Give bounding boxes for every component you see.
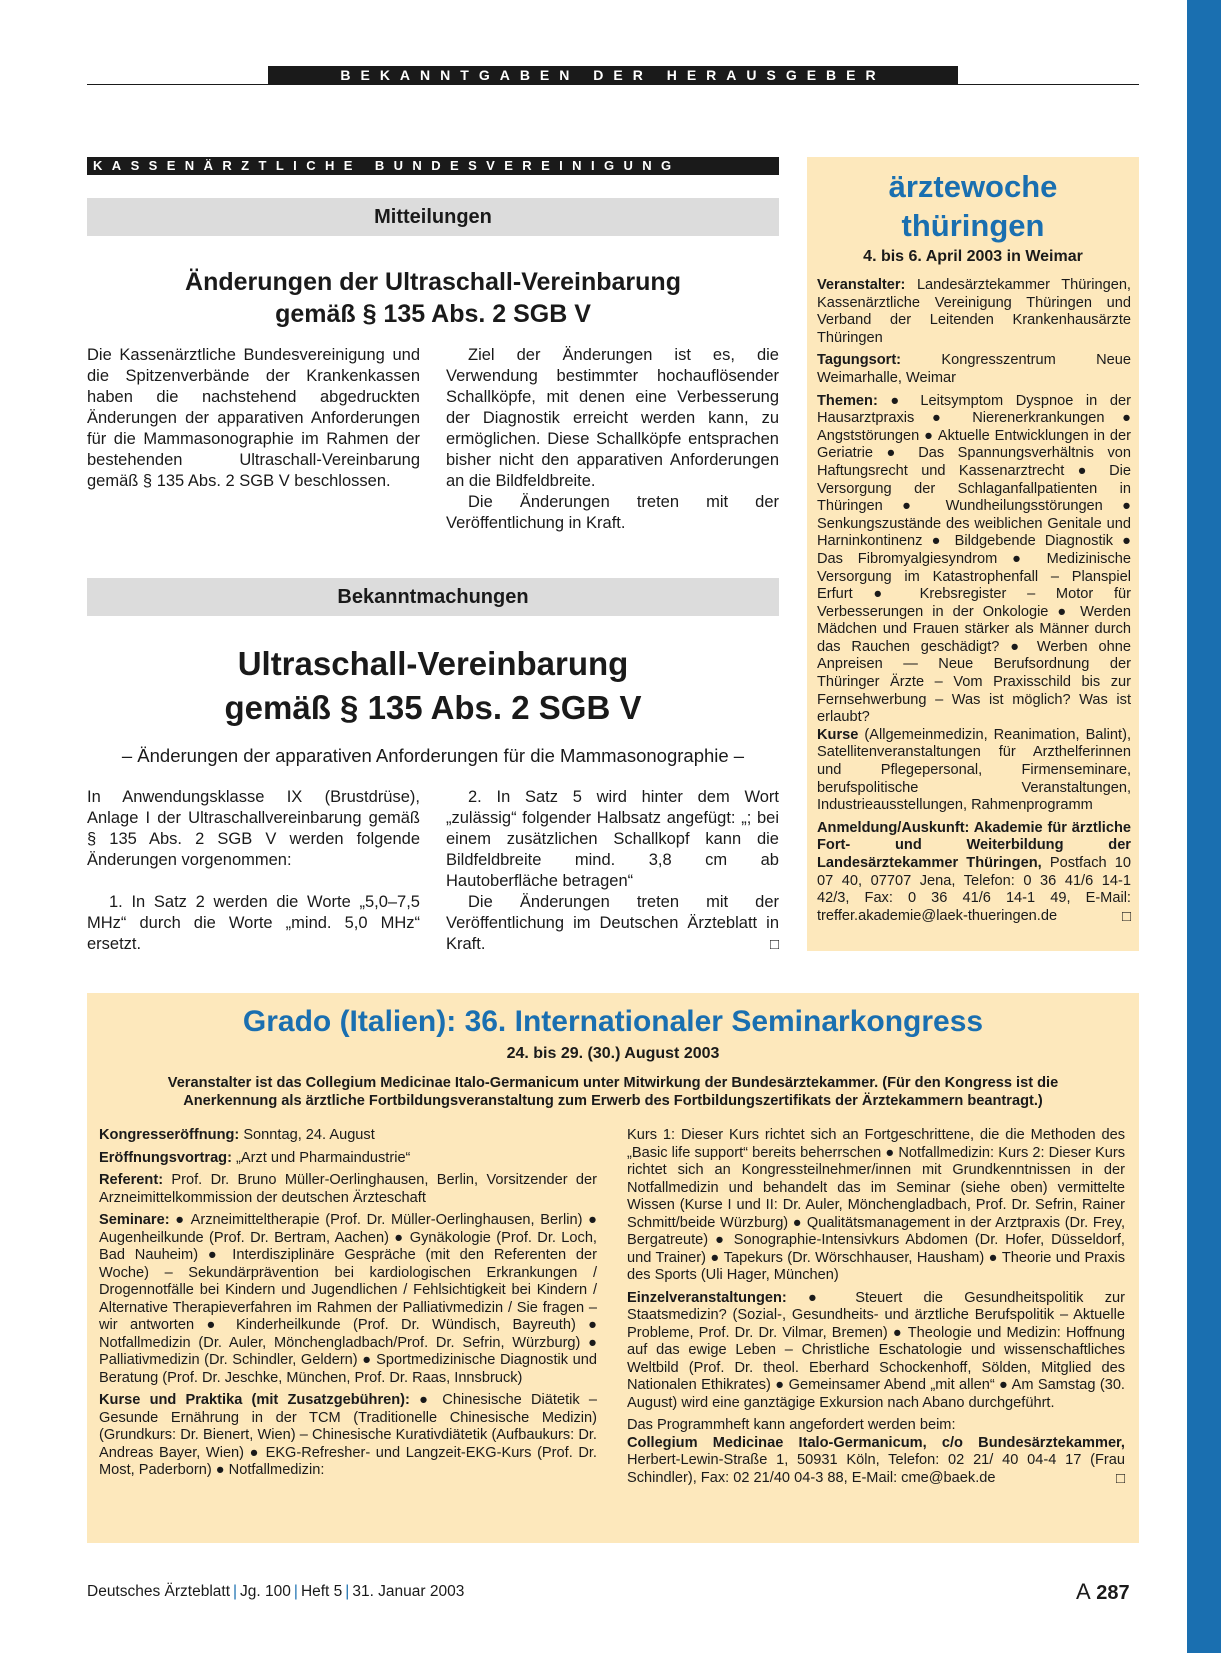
aerztewoche-title-line2: thüringen: [901, 208, 1045, 243]
eroeffnung-value: Sonntag, 24. August: [243, 1127, 375, 1143]
themen-label: Themen:: [817, 392, 878, 409]
vortrag-label: Eröffnungsvortrag:: [99, 1149, 232, 1166]
aerztewoche-veranstalter: [817, 277, 1131, 347]
aerztewoche-title-line1: ärztewoche: [888, 169, 1058, 204]
referent-value: Prof. Dr. Bruno Müller-Oerlinghausen, Berlin, Vorsitzender der Arzneimittelkommission der deutschen Ärzteschaft: [99, 1172, 597, 1206]
header-rule: [87, 84, 1139, 85]
bekanntmachungen-title-line1: Ultraschall-Vereinbarung: [237, 645, 629, 682]
footer-separator: |: [233, 1583, 238, 1600]
grado-referent: [99, 1172, 597, 1207]
bekanntmachungen-col1-p2: 1. In Satz 2 werden die Worte „5,0–7,5 MHz“ durch die Worte „mind. 5,0 MHz“ ersetzt.: [87, 893, 420, 953]
bekanntmachungen-title-line2: gemäß § 135 Abs. 2 SGB V: [224, 689, 642, 726]
footer-journal: Deutsches Ärzteblatt: [87, 1583, 231, 1600]
grado-kurse-cont: Kurs 1: Dieser Kurs richtet sich an Fortgeschrittene, die die Methoden des „Basic life support“ bereits beherrschen ● Notfallmedizin: Kurs 2: Dieser Kurs richtet sich an Kongressteilnehmer/innen mit Grundkenntnissen in der Notfallmedizin und behandelt das im Seminar (siehe oben) vermittelte Wissen (Kurse I und II: Dr. Auler, Mönchengladbach, Prof. Dr. Sefrin, Rainer Schmitt/beide Würzburg) ● Qualitätsmanagement in der Arztpraxis (Dr. Frey, Bergatreute) ● Sonographie-Intensivkurs Abdomen (Dr. Hofer, Düsseldorf, und Trainer) ● Tapekurs (Dr. Wörschhauser, Hausham) ● Theorie und Praxis des Sports (Uli Hager, München): [627, 1127, 1125, 1283]
kbv-header: KASSENÄRZTLICHE BUNDESVEREINIGUNG: [87, 157, 779, 175]
seminare-label: Seminare:: [99, 1212, 170, 1228]
kontakt-value: Herbert-Lewin-Straße 1, 50931 Köln, Telefon: 02 21/ 40 04-4 17 (Frau Schindler), Fax: 02 21/40 04-3 88, E-Mail: cme@baek.de: [627, 1452, 1125, 1486]
mitteilungen-col2-p2: Die Änderungen treten mit der Veröffentlichung in Kraft.: [446, 493, 779, 532]
kontakt-label: Collegium Medicinae Italo-Germanicum, c/o Bundesärztekammer,: [627, 1434, 1125, 1451]
aerztewoche-text: [817, 277, 1131, 930]
anmeldung-value: Postfach 10 07 40, 07707 Jena, Telefon: 0 36 41/6 14-1 42/3, Fax: 0 36 41/6 14-1 49, E-Mail: treffer.akademie@laek-thueringen.de: [817, 855, 1132, 924]
aerztewoche-tagungsort: [817, 352, 1131, 387]
grado-kontakt: [627, 1435, 1125, 1488]
tagungsort-value: Kongresszentrum Neue Weimarhalle, Weimar: [817, 352, 1131, 386]
mitteilungen-title: [87, 266, 779, 330]
page-number-value: 287: [1096, 1582, 1130, 1604]
footer-separator: |: [293, 1583, 298, 1600]
end-mark: □: [1121, 907, 1131, 925]
veranstalter-value: Landesärztekammer Thüringen, Kassenärztliche Vereinigung Thüringen und Verband der Leitenden Krankenhausärzte Thüringen: [817, 277, 1131, 346]
eroeffnung-label: Kongresseröffnung:: [99, 1127, 240, 1143]
einzel-value: ● Steuert die Gesundheitspolitik zur Staatsmedizin? (Sozial-, Gesundheits- und ärztliche Berufspolitik – Aktuelle Probleme, Prof. Dr. Dr. Vilmar, Bremen) ● Theologie und Medizin: Hoffnung auf das ewige Leben – Christliche Eschatologie und wissenschaftliches Weltbild (Prof. Dr. theol. Eberhard Schockenhoff, Sölden, Mitglied des Nationalen Ethikrates) ● Gemeinsamer Abend „mit allen“ ● Am Samstag (30. August) wird eine ganztägige Exkursion nach Abano durchgeführt.: [627, 1289, 1125, 1411]
bekanntmachungen-col2-p1: 2. In Satz 5 wird hinter dem Wort „zulässig“ folgender Halbsatz angefügt: „; bei einem zusätzlichen Schallkopf kann die Bildfeldbreite mind. 3,8 cm ab Hautoberfläche betragen“: [446, 788, 779, 890]
page-edge-bar: [1187, 0, 1221, 1653]
page-number: [1076, 1579, 1130, 1605]
anmeldung-label: Anmeldung/Auskunft: Akademie für ärztliche Fort- und Weiterbildung der Landesärztekammer Thüringen,: [817, 819, 1131, 871]
aerztewoche-date: 4. bis 6. April 2003 in Weimar: [863, 248, 1083, 265]
mitteilungen-col1-text: Die Kassenärztliche Bundesvereinigung und die Spitzenverbände der Krankenkassen haben die nachstehend abgedruckten Änderungen der apparativen Anforderungen für die Mammasonographie im Rahmen der bestehenden Ultraschall-Vereinbarung gemäß § 135 Abs. 2 SGB V beschlossen.: [87, 346, 420, 490]
einzel-label: Einzelveranstaltungen:: [627, 1289, 787, 1306]
grado-eroeffnung: [99, 1127, 597, 1145]
grado-vortrag: [99, 1150, 597, 1168]
tagungsort-label: Tagungsort:: [817, 352, 902, 369]
veranstalter-label: Veranstalter:: [817, 277, 906, 293]
aerztewoche-box: [807, 157, 1139, 951]
kurse-value: (Allgemeinmedizin, Reanimation, Balint), Satellitenveranstaltungen für Arzthelferinnen und Pflegepersonal, Firmenseminare, berufspolitische Veranstaltungen, Industrieausstellungen, Rahmenprogramm: [817, 726, 1131, 814]
grado-date: 24. bis 29. (30.) August 2003: [506, 1045, 720, 1062]
grado-einzel: [627, 1290, 1125, 1413]
end-mark: □: [1115, 1469, 1125, 1487]
mitteilungen-heading: Mitteilungen: [87, 198, 779, 236]
grado-seminare: [99, 1212, 597, 1387]
aerztewoche-anmeldung: [817, 820, 1131, 926]
seminare-value: ● Arzneimitteltherapie (Prof. Dr. Müller-Oerlinghausen, Berlin) ● Augenheilkunde (Prof. Dr. Bertram, Aachen) ● Gynäkologie (Prof. Dr. Loch, Bad Nauheim) ● Interdisziplinäre Gespräche (mit den Referenten der Woche) – Sekundärprävention bei kardiologischen Erkrankungen / Drogennotfälle bei Kindern und Jugendlichen / Fehlsichtigkeit bei Kindern / Alternative Therapieverfahren im Rahmen der Palliativmedizin / Sie fragen – wir antworten ● Kinderheilkunde (Prof. Dr. Wündisch, Bayreuth) ● Notfallmedizin (Dr. Auler, Mönchengladbach/Prof. Dr. Sefrin, Würzburg) ● Palliativmedizin (Dr. Schindler, Geldern) ● Sportmedizinische Diagnostik und Beratung (Prof. Dr. Jeschke, München, Prof. Dr. Raas, Innsbruck): [99, 1212, 597, 1386]
bekanntmachungen-col2-p2-text: Die Änderungen treten mit der Veröffentlichung im Deutschen Ärzteblatt in Kraft.: [446, 893, 779, 953]
mitteilungen-title-line1: Änderungen der Ultraschall-Vereinbarung: [185, 268, 681, 296]
grado-col1: [99, 1127, 597, 1485]
footer-issue: Heft 5: [300, 1583, 343, 1600]
themen-value: ● Leitsymptom Dyspnoe in der Hausarztpraxis ● Nierenerkrankungen ● Angststörungen ● Aktuelle Entwicklungen in der Geriatrie ● Das Spannungsverhältnis von Haftungsrecht und Kassenarztrecht ● Die Versorgung der Schlaganfallpatienten in Thüringen ● Wundheilungsstörungen ● Senkungszustände des weiblichen Genitale und Harninkontinenz ● Bildgebende Diagnostik ● Das Fibromyalgiesyndrom ● Medizinische Versorgung im Katastrophenfall – Planspiel Erfurt ● Krebsregister – Motor für Verbesserungen in der Onkologie ● Werden Mädchen und Frauen stärker als Männer durch das Rauchen geschädigt? ● Werben ohne Anpreisen — Neue Berufsordnung der Thüringer Ärzte – Vom Praxisschild bis zur Fernsehwerbung – Was ist möglich? Was ist erlaubt?: [817, 392, 1131, 726]
mitteilungen-title-line2: gemäß § 135 Abs. 2 SGB V: [275, 300, 591, 328]
section-header: BEKANNTGABEN DER HERAUSGEBER: [268, 66, 958, 84]
mitteilungen-col2: [446, 345, 779, 534]
grado-programm: Das Programmheft kann angefordert werden beim:: [627, 1417, 956, 1433]
kurse-praktika-value: ● Chinesische Diätetik – Gesunde Ernährung in der TCM (Traditionelle Chinesische Medizin) (Grundkurs: Dr. Bienert, Wien) – Chinesische Kurativdiätetik (Aufbaukurs: Dr. Andreas Bayer, Wien) ● EKG-Refresher- und Langzeit-EKG-Kurs (Prof. Dr. Most, Paderborn) ● Notfallmedizin:: [99, 1392, 597, 1478]
aerztewoche-kurse: [817, 727, 1131, 815]
grado-col2: [627, 1127, 1125, 1492]
aerztewoche-title: [807, 167, 1139, 245]
grado-box: [87, 993, 1139, 1543]
bekanntmachungen-col1-p1: In Anwendungsklasse IX (Brustdrüse), Anlage I der Ultraschallvereinbarung gemäß § 135 Abs. 2 SGB V werden folgende Änderungen vorgenommen:: [87, 788, 420, 869]
vortrag-value: „Arzt und Pharmaindustrie“: [236, 1149, 411, 1166]
footer-citation: [87, 1583, 464, 1601]
grado-intro: Veranstalter ist das Collegium Medicinae Italo-Germanicum unter Mitwirkung der Bundesärztekammer. (Für den Kongress ist die Anerkennung als ärztliche Fortbildungsveranstaltung zum Erwerb des Fortbildungszertifikats der Ärztekammern beantragt.): [167, 1075, 1059, 1109]
bekanntmachungen-col1: [87, 787, 420, 955]
mitteilungen-col2-p1: Ziel der Änderungen ist es, die Verwendung bestimmter hochauflösender Schallköpfe, mit denen eine Verbesserung der Diagnostik erreicht werden kann, zu ermöglichen. Diese Schallköpfe entsprachen bisher nicht den apparativen Anforderungen an die Bildfeldbreite.: [446, 346, 779, 490]
footer-separator: |: [345, 1583, 350, 1600]
bekanntmachungen-col2: [446, 787, 779, 955]
kurse-label: Kurse: [817, 726, 859, 743]
bekanntmachungen-title: [87, 642, 779, 730]
footer-volume: Jg. 100: [240, 1583, 291, 1600]
kurse-praktika-label: Kurse und Praktika (mit Zusatzgebühren):: [99, 1392, 410, 1408]
end-mark: □: [769, 936, 779, 953]
footer-date: 31. Januar 2003: [352, 1583, 465, 1600]
page-prefix: A: [1076, 1579, 1091, 1604]
bekanntmachungen-subtitle: – Änderungen der apparativen Anforderungen für die Mammasonographie –: [121, 745, 745, 766]
bekanntmachungen-col2-p2: [446, 892, 779, 955]
referent-label: Referent:: [99, 1172, 164, 1188]
aerztewoche-themen: [817, 393, 1131, 727]
bekanntmachungen-heading: Bekanntmachungen: [87, 578, 779, 616]
mitteilungen-col1: [87, 345, 420, 492]
grado-kurse: [99, 1392, 597, 1480]
grado-title: Grado (Italien): 36. Internationaler Seminarkongress: [242, 1005, 984, 1038]
